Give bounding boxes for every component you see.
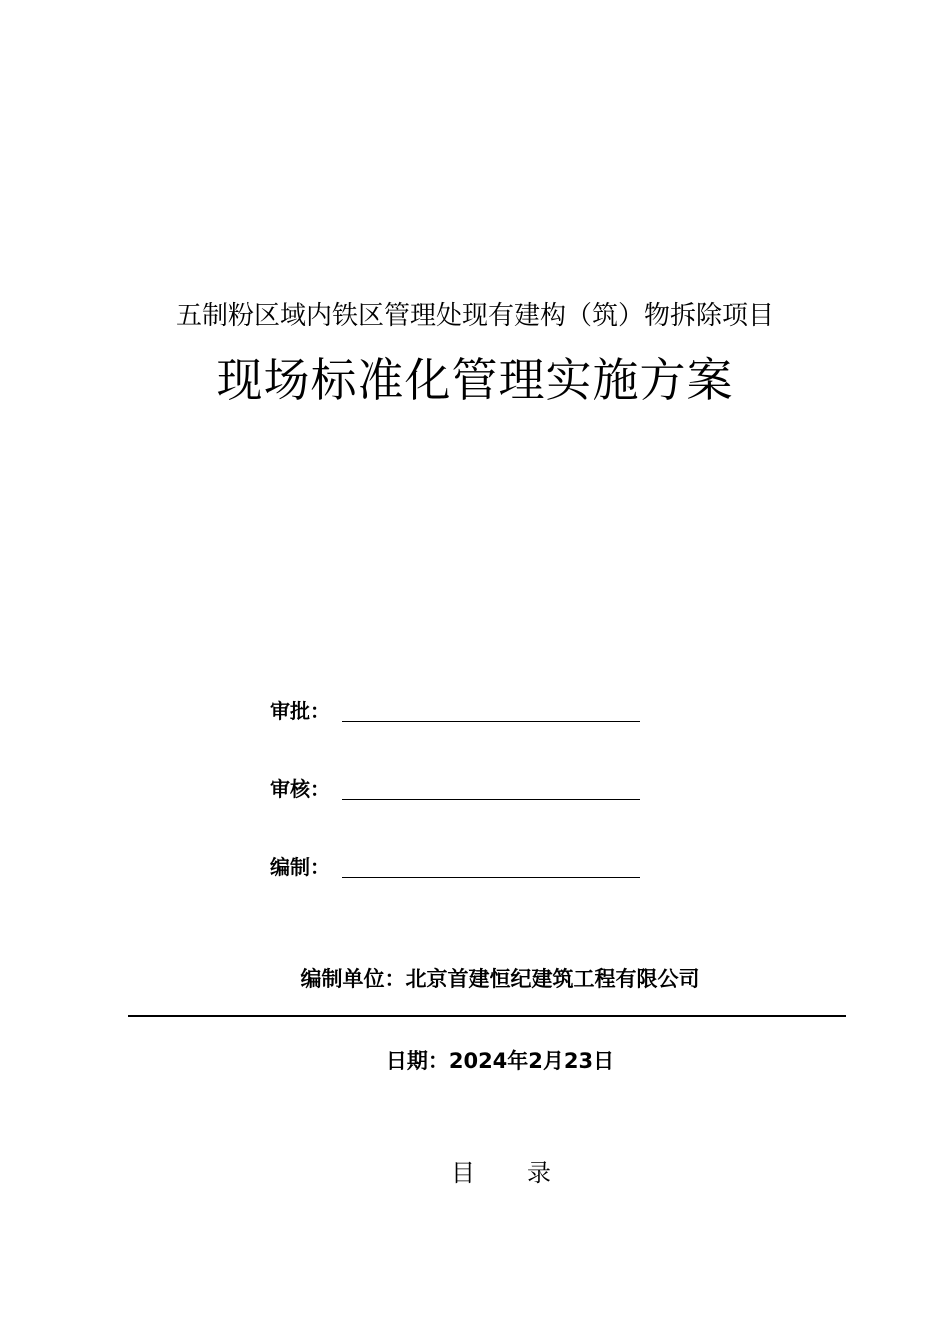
- signature-line-review: [342, 799, 640, 800]
- signature-row-review: [270, 772, 640, 802]
- toc-heading-spacer: [475, 1156, 527, 1190]
- organization-line: 编制单位：北京首建恒纪建筑工程有限公司: [300, 967, 700, 991]
- project-title: 五制粉区域内铁区管理处现有建构（筑）物拆除项目: [175, 301, 774, 331]
- signature-row-approve: [270, 694, 640, 724]
- signature-row-compile: [270, 850, 640, 880]
- signature-line-compile: [342, 877, 640, 878]
- toc-heading-char-2: 录: [527, 1159, 551, 1187]
- signature-label-approve: 审批：: [270, 699, 330, 723]
- toc-heading-char-1: 目: [451, 1159, 475, 1187]
- horizontal-divider: [128, 1015, 846, 1017]
- signature-label-compile: 编制：: [270, 855, 330, 879]
- main-title: 现场标准化管理实施方案: [216, 353, 734, 407]
- document-date: 日期：2024年2月23日: [385, 1049, 615, 1073]
- signature-line-approve: [342, 721, 640, 722]
- toc-heading: [451, 1156, 551, 1190]
- signature-label-review: 审核：: [270, 777, 330, 801]
